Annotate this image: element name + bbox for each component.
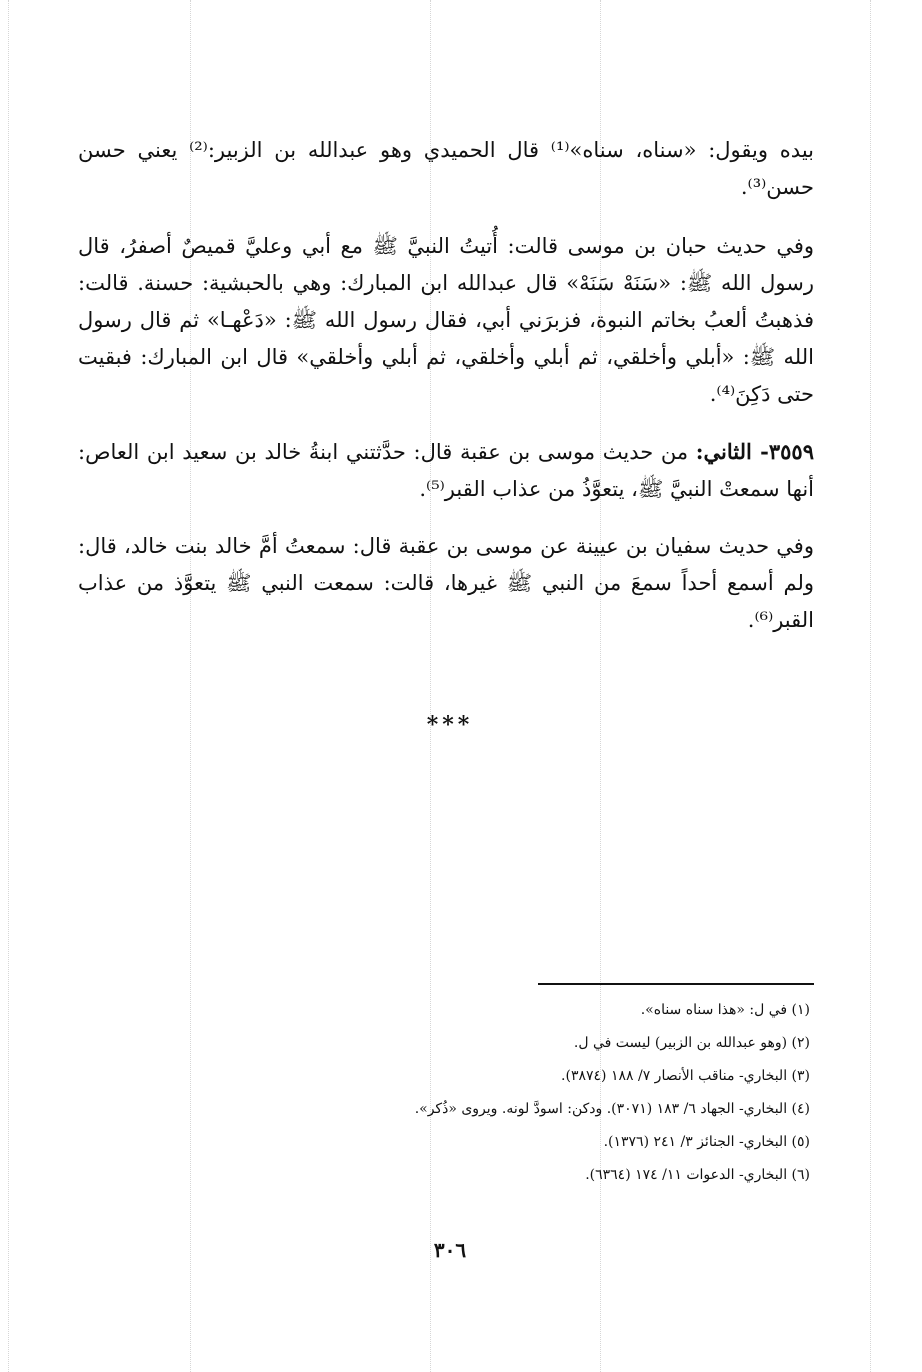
hadith-text: من حديث موسى بن عقبة قال: حدَّثتني ابنةُ خالد بن سعيد ابن العاص: أنها سمعتْ النبيَّ ﷺ، يتعوَّذُ من عذاب القبر⁽⁵⁾.: [78, 440, 814, 501]
hadith-label: - الثاني:: [695, 439, 769, 464]
paragraph-after: وفي حديث سفيان بن عيينة عن موسى بن عقبة قال: سمعتُ أمَّ خالد بنت خالد، قال: ولم أسمع أحداً سمعَ من النبي ﷺ غيرها، قالت: سمعت النبي ﷺ يتعوَّذ من عذاب القبر⁽⁶⁾.: [78, 534, 814, 632]
hadith-number: ٣٥٥٩: [768, 439, 814, 464]
page-number: ٣٠٦: [433, 1238, 467, 1262]
hadith-3559: [78, 433, 814, 508]
footnote-5: (٥) البخاري- الجنائز ٣/ ٢٤١ (١٣٧٦).: [603, 1134, 810, 1150]
section-divider: ***: [426, 712, 474, 738]
footnote-1: (١) في ل: «هذا سناه سناه».: [640, 1002, 810, 1018]
paragraph-1: بيده ويقول: «سناه، سناه»⁽¹⁾ قال الحميدي وهو عبدالله بن الزبير:⁽²⁾ يعني حسن حسن⁽³⁾.: [78, 138, 814, 199]
footnote-4: (٤) البخاري- الجهاد ٦/ ١٨٣ (٣٠٧١). ودكن: اسودَّ لونه. ويروى «ذُكر».: [414, 1101, 810, 1117]
paragraph-2: وفي حديث حبان بن موسى قالت: أُتيتُ النبيَّ ﷺ مع أبي وعليَّ قميصٌ أصفرُ، قال رسول الله ﷺ: «سَنَهْ سَنَهْ» قال عبدالله ابن المبارك: وهي بالحبشية: حسنة. قالت: فذهبتُ ألعبُ بخاتم النبوة، فزبرَني أبي، فقال رسول الله ﷺ: «دَعْهـا» ثم قال رسول الله ﷺ: «أبلي وأخلقي، ثم أبلي وأخلقي، ثم أبلي وأخلقي» قال ابن المبارك: فبقيت حتى دَكِنَ⁽⁴⁾.: [78, 234, 814, 406]
footnote-2: (٢) (وهو عبدالله بن الزبير) ليست في ل.: [573, 1035, 810, 1051]
main-text: [78, 132, 814, 659]
footnote-6: (٦) البخاري- الدعوات ١١/ ١٧٤ (٦٣٦٤).: [585, 1167, 810, 1183]
scan-line: [870, 0, 871, 1372]
footnote-3: (٣) البخاري- مناقب الأنصار ٧/ ١٨٨ (٣٨٧٤).: [561, 1068, 810, 1084]
footnotes: [200, 994, 810, 1192]
scan-line: [8, 0, 9, 1372]
footnote-separator: [538, 983, 814, 985]
